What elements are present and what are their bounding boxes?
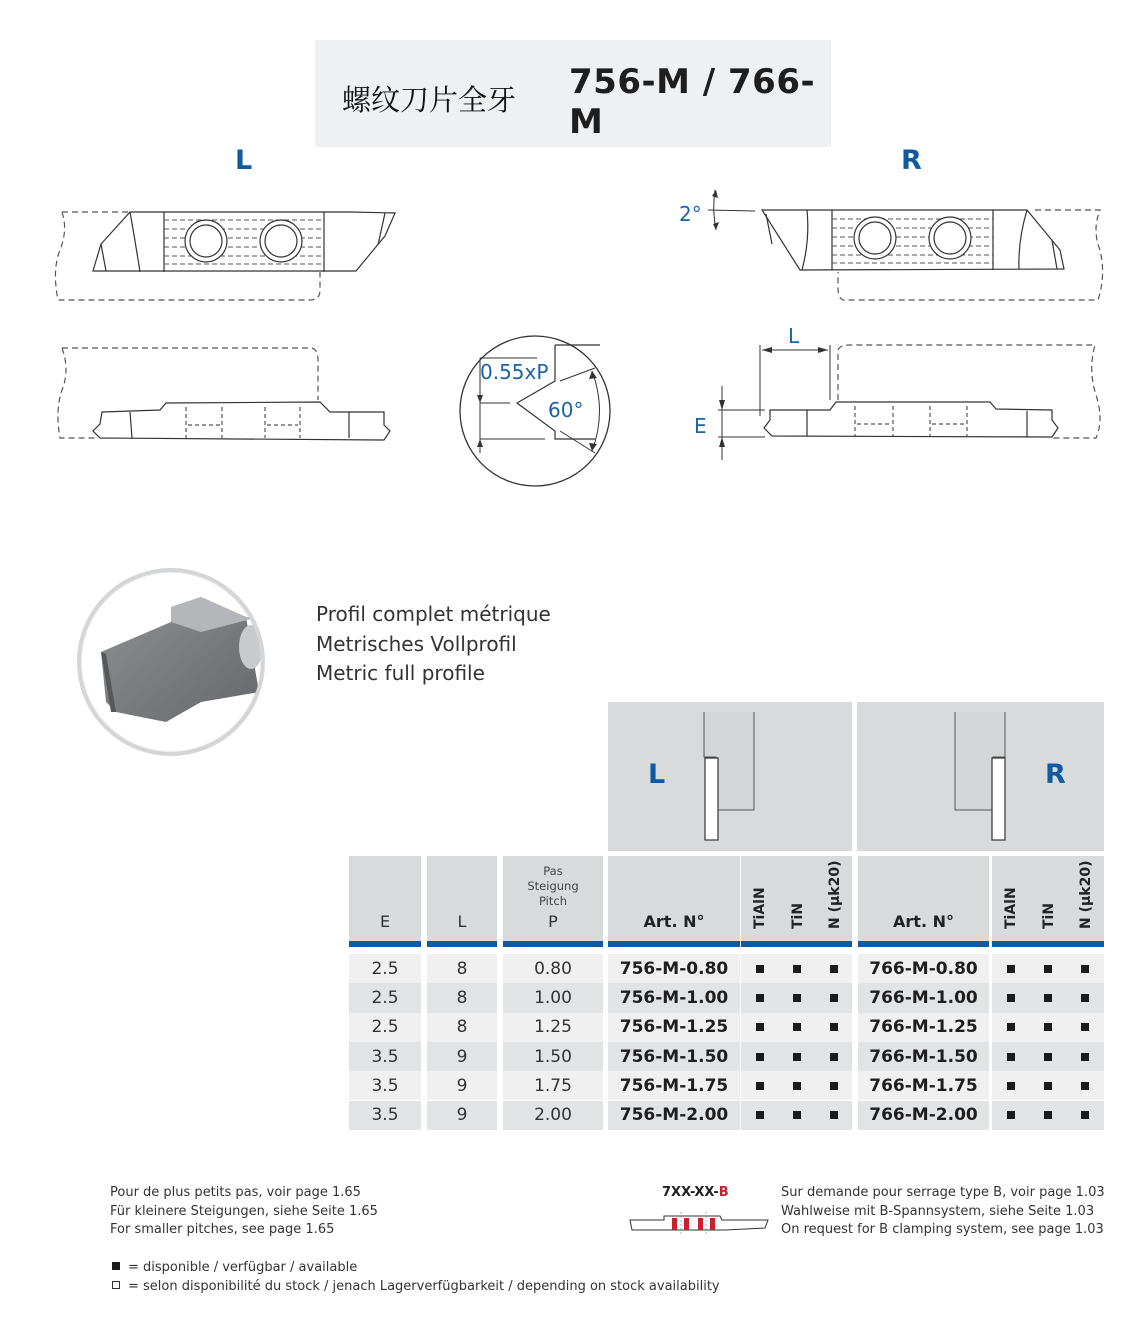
filled-square-icon (112, 1262, 120, 1270)
availability-cell (815, 1013, 852, 1042)
table-row (0, 1071, 1147, 1100)
available-square-icon (1081, 1082, 1089, 1090)
available-square-icon (830, 1111, 838, 1119)
available-square-icon (756, 1111, 764, 1119)
availability-cell (1066, 1042, 1104, 1071)
availability-cell (815, 1071, 852, 1100)
article-number-cell: 766-M-0.80 (858, 954, 989, 983)
table-row (0, 1101, 1147, 1130)
header-L: L (427, 856, 497, 947)
available-square-icon (830, 994, 838, 1002)
header-art-right: Art. N° (858, 856, 989, 947)
availability-cell (1029, 1042, 1066, 1071)
thread-angle-label: 60° (548, 398, 584, 422)
cell-E: 2.5 (349, 1013, 421, 1042)
availability-cell (815, 983, 852, 1012)
available-square-icon (1081, 1023, 1089, 1031)
legend-stock: = selon disponibilité du stock / jenach Lagerverfügbarkeit / depending on stock availability (112, 1277, 720, 1296)
coating-n-left: N (µk20) (827, 860, 843, 929)
available-square-icon (793, 1053, 801, 1061)
cell-L: 8 (427, 1013, 497, 1042)
article-number-cell: 766-M-1.50 (858, 1042, 989, 1071)
legend-available: = disponible / verfügbar / available (112, 1258, 720, 1277)
panel-left-label: L (648, 759, 666, 790)
cell-L: 9 (427, 1071, 497, 1100)
availability-cell (741, 1071, 778, 1100)
available-square-icon (793, 1111, 801, 1119)
b-clamping-note: Sur demande pour serrage type B, voir page 1.03 Wahlweise mit B-Spannsystem, siehe Seite 1.03 On request for B clamping system, see page 1.03 (781, 1185, 1105, 1237)
table-row (0, 1013, 1147, 1042)
availability-cell (1066, 954, 1104, 983)
available-square-icon (1007, 1111, 1015, 1119)
cell-L: 9 (427, 1042, 497, 1071)
cell-L: 9 (427, 1101, 497, 1130)
cell-E: 2.5 (349, 954, 421, 983)
availability-cell (815, 1101, 852, 1130)
panel-right-label: R (1045, 759, 1066, 790)
coating-tialn-left: TiAlN (752, 887, 768, 929)
availability-cell (1029, 983, 1066, 1012)
availability-cell (778, 1013, 815, 1042)
article-number-cell: 766-M-1.00 (858, 983, 989, 1012)
left-insert-top-view (55, 212, 395, 300)
available-square-icon (1081, 1111, 1089, 1119)
availability-cell (992, 954, 1029, 983)
available-square-icon (756, 1023, 764, 1031)
cell-E: 3.5 (349, 1071, 421, 1100)
available-square-icon (1044, 1053, 1052, 1061)
availability-cell (815, 1042, 852, 1071)
left-holder-icon (608, 702, 852, 851)
header-coatings-right (992, 856, 1104, 947)
cell-P: 1.50 (503, 1042, 603, 1071)
availability-cell (741, 1013, 778, 1042)
availability-cell (778, 1071, 815, 1100)
article-number-cell: 756-M-0.80 (608, 954, 740, 983)
profile-description (316, 600, 551, 689)
right-insert-side-view (718, 345, 1100, 460)
article-number-cell: 756-M-2.00 (608, 1101, 740, 1130)
available-square-icon (1007, 1023, 1015, 1031)
availability-cell (992, 1013, 1029, 1042)
available-square-icon (1081, 1053, 1089, 1061)
coating-tialn-right: TiAlN (1003, 887, 1019, 929)
availability-cell (778, 1042, 815, 1071)
left-hand-panel (608, 702, 852, 851)
smaller-pitch-note: Pour de plus petits pas, voir page 1.65 Für kleinere Steigungen, siehe Seite 1.65 For smaller pitches, see page 1.65 (110, 1185, 378, 1237)
dim-E-label: E (694, 414, 707, 438)
available-square-icon (1007, 965, 1015, 973)
article-number-cell: 766-M-2.00 (858, 1101, 989, 1130)
available-square-icon (793, 994, 801, 1002)
coating-tin-left: TiN (790, 902, 806, 929)
header-pitch: Pas Steigung Pitch P (503, 856, 603, 947)
available-square-icon (1081, 965, 1089, 973)
insert-image-icon (81, 572, 261, 752)
right-hand-panel (857, 702, 1104, 851)
availability-cell (1066, 1071, 1104, 1100)
availability-cell (1066, 1101, 1104, 1130)
availability-cell (1029, 1013, 1066, 1042)
table-row (0, 1042, 1147, 1071)
available-square-icon (1044, 994, 1052, 1002)
left-hand-label: L (235, 145, 253, 176)
available-square-icon (756, 965, 764, 973)
availability-cell (1029, 1071, 1066, 1100)
availability-cell (741, 983, 778, 1012)
article-number-cell: 756-M-1.50 (608, 1042, 740, 1071)
available-square-icon (793, 965, 801, 973)
article-number-cell: 756-M-1.75 (608, 1071, 740, 1100)
dim-L-label: L (788, 324, 800, 348)
insert-photo (77, 568, 265, 756)
available-square-icon (830, 1053, 838, 1061)
available-square-icon (1081, 994, 1089, 1002)
cell-P: 1.25 (503, 1013, 603, 1042)
pitch-note: Pas Steigung Pitch (527, 864, 579, 908)
title-product-code: 756-M / 766-M (569, 62, 816, 142)
article-number-cell: 756-M-1.00 (608, 983, 740, 1012)
availability-cell (778, 1101, 815, 1130)
available-square-icon (1007, 1053, 1015, 1061)
right-hand-label: R (901, 145, 922, 176)
availability-cell (741, 1042, 778, 1071)
availability-cell (992, 1071, 1029, 1100)
header-E: E (349, 856, 421, 947)
availability-cell (1066, 983, 1104, 1012)
product-table-body (0, 954, 1147, 1130)
availability-cell (741, 1101, 778, 1130)
right-holder-icon (857, 702, 1104, 851)
cell-P: 1.00 (503, 983, 603, 1012)
available-square-icon (756, 1053, 764, 1061)
left-insert-side-view (58, 348, 390, 440)
available-square-icon (793, 1023, 801, 1031)
availability-cell (1029, 954, 1066, 983)
table-row (0, 954, 1147, 983)
available-square-icon (756, 994, 764, 1002)
article-number-cell: 766-M-1.75 (858, 1071, 989, 1100)
availability-cell (741, 954, 778, 983)
available-square-icon (1044, 1082, 1052, 1090)
article-number-cell: 766-M-1.25 (858, 1013, 989, 1042)
availability-cell (815, 954, 852, 983)
coating-tin-right: TiN (1041, 902, 1057, 929)
availability-cell (1066, 1013, 1104, 1042)
available-square-icon (1007, 1082, 1015, 1090)
header-art-left: Art. N° (608, 856, 740, 947)
empty-square-icon (112, 1281, 120, 1289)
b-clamping-code: 7XX-XX-B (662, 1185, 729, 1200)
thread-profile-detail (455, 333, 615, 493)
available-square-icon (1007, 994, 1015, 1002)
available-square-icon (1044, 1111, 1052, 1119)
availability-cell (778, 983, 815, 1012)
available-square-icon (1044, 965, 1052, 973)
available-square-icon (793, 1082, 801, 1090)
b-clamping-insert-icon (628, 1212, 778, 1240)
header-coatings-left (741, 856, 852, 947)
cell-E: 3.5 (349, 1101, 421, 1130)
available-square-icon (830, 965, 838, 973)
availability-cell (992, 1042, 1029, 1071)
cell-L: 8 (427, 954, 497, 983)
availability-cell (778, 954, 815, 983)
depth-formula-label: 0.55xP (480, 360, 549, 384)
right-insert-top-view (708, 190, 1103, 300)
cell-P: 1.75 (503, 1071, 603, 1100)
availability-legend (112, 1258, 720, 1296)
cell-P: 2.00 (503, 1101, 603, 1130)
table-row (0, 983, 1147, 1012)
availability-cell (1029, 1101, 1066, 1130)
profile-line-en: Metric full profile (316, 661, 485, 685)
angle-2deg-label: 2° (679, 202, 702, 226)
profile-line-de: Metrisches Vollprofil (316, 631, 517, 656)
availability-cell (992, 983, 1029, 1012)
available-square-icon (830, 1023, 838, 1031)
availability-cell (992, 1101, 1029, 1130)
available-square-icon (756, 1082, 764, 1090)
article-number-cell: 756-M-1.25 (608, 1013, 740, 1042)
profile-line-fr: Profil complet métrique (316, 602, 551, 626)
cell-P: 0.80 (503, 954, 603, 983)
coating-n-right: N (µk20) (1078, 860, 1094, 929)
cell-E: 2.5 (349, 983, 421, 1012)
cell-L: 8 (427, 983, 497, 1012)
available-square-icon (1044, 1023, 1052, 1031)
available-square-icon (830, 1082, 838, 1090)
title-chinese: 螺纹刀片全牙 (342, 83, 517, 117)
cell-E: 3.5 (349, 1042, 421, 1071)
